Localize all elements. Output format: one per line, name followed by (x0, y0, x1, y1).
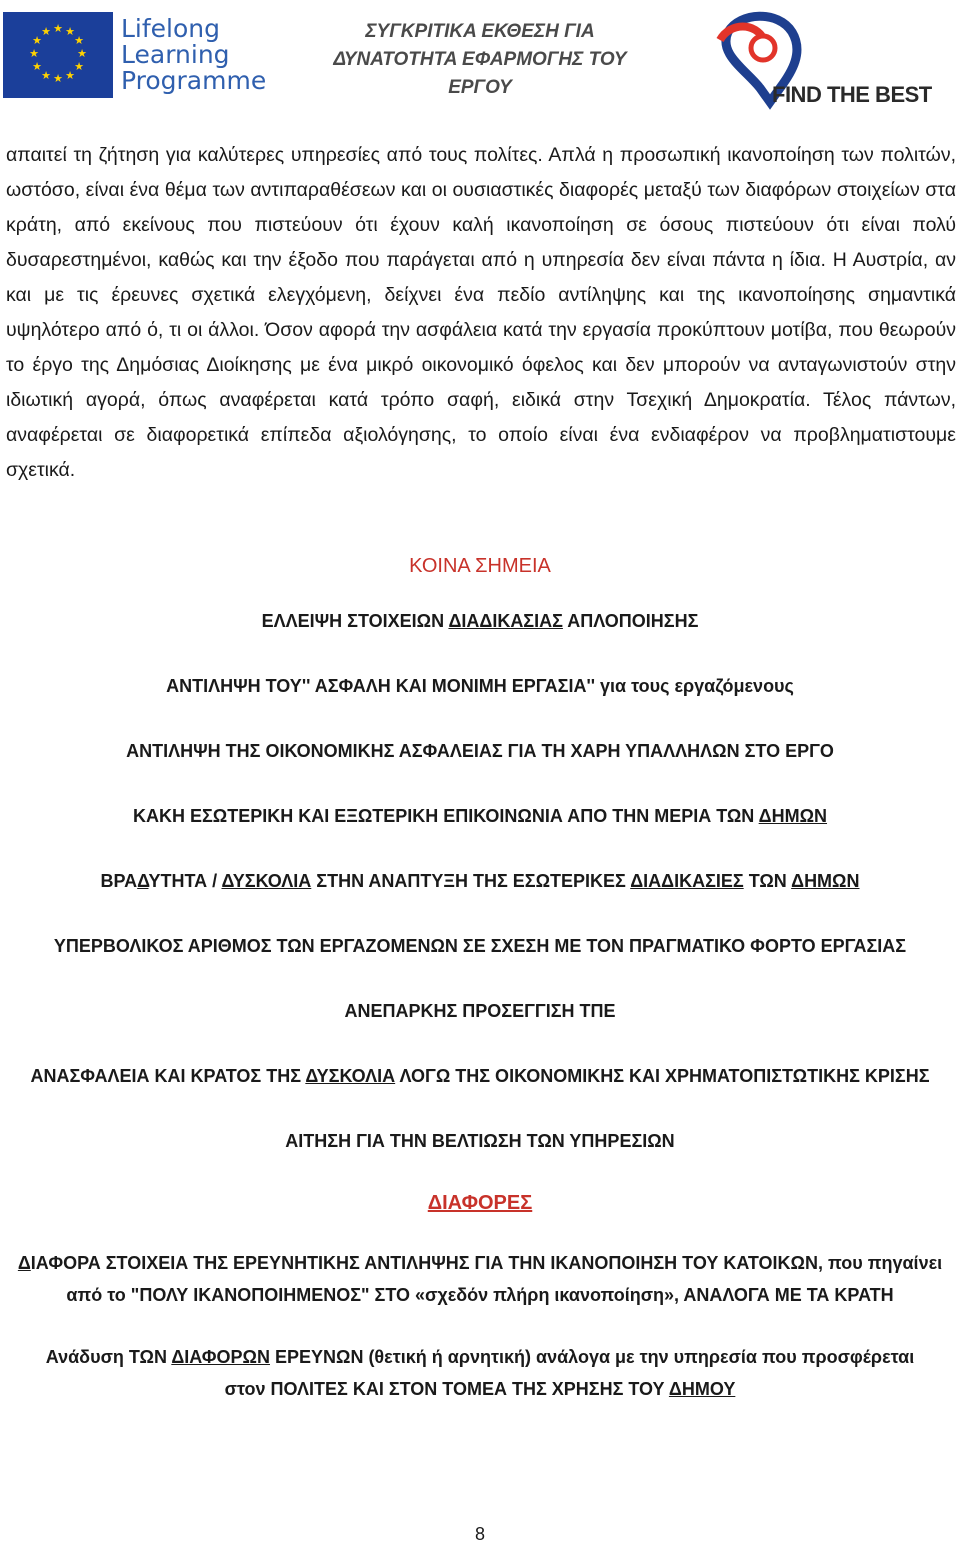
common-point-item (0, 865, 960, 897)
programme-name-line2: Learning (121, 40, 230, 69)
find-the-best-logo (700, 10, 940, 110)
programme-name (121, 16, 266, 94)
item-text: Ανάδυση ΤΩΝ (45, 1347, 172, 1367)
common-point-item: ΥΠΕΡΒΟΛΙΚΟΣ ΑΡΙΘΜΟΣ ΤΩΝ ΕΡΓΑΖΟΜΕΝΩΝ ΣΕ ΣΧΕΣΗ ΜΕ ΤΟΝ ΠΡΑΓΜΑΤΙΚΟ ΦΟΡΤΟ ΕΡΓΑΣΙΑΣ (53, 936, 907, 956)
item-text-underlined: ΔΗΜΟΥ (668, 1379, 736, 1399)
item-text-underlined: ΔΗΜΩΝ (791, 871, 860, 891)
item-text: ΥΤΗΤΑ / (148, 871, 222, 891)
item-text: ΣΤΗΝ ΑΝΑΠΤΥΞΗ ΤΗΣ ΕΣΩΤΕΡΙΚΕΣ (311, 871, 631, 891)
item-text: ΕΡΕΥΝΩΝ (θετική ή αρνητική) ανάλογα με την υπηρεσία που προσφέρεται στον ΠΟΛΙΤΕΣ ΚΑΙ ΣΤΟΝ ΤΟΜΕΑ ΤΗΣ ΧΡΗΣΗΣ ΤΟΥ (224, 1347, 915, 1399)
item-text: ΛΟΓΩ ΤΗΣ ΟΙΚΟΝΟΜΙΚΗΣ ΚΑΙ ΧΡΗΜΑΤΟΠΙΣΤΩΤΙΚΗΣ ΚΡΙΣΗΣ (395, 1066, 930, 1086)
item-text-underlined: Δ (137, 871, 149, 891)
item-text-underlined: ΔΥΣΚΟΛΙΑ (305, 1066, 396, 1086)
common-point-item: ΑΝΤΙΛΗΨΗ ΤΗΣ ΟΙΚΟΝΟΜΙΚΗΣ ΑΣΦΑΛΕΙΑΣ ΓΙΑ ΤΗ ΧΑΡΗ ΥΠΑΛΛΗΛΩΝ ΣΤΟ ΕΡΓΟ (126, 741, 834, 761)
item-text-underlined: ΔΙΑΔΙΚΑΣΙΕΣ (630, 871, 744, 891)
svg-text:★: ★ (65, 25, 75, 38)
item-text: ΑΠΛΟΠΟΙΗΣΗΣ (562, 611, 699, 631)
body-paragraph: απαιτεί τη ζήτηση για καλύτερες υπηρεσίες από τους πολίτες. Απλά η προσωπική ικανοποίηση των πολιτών, ωστόσο, είναι ένα θέμα των αντιπαραθέσεων και οι ουσιαστικές διαφορές μεταξύ των διαφόρων στοιχείων στα κράτη, από εκείνους που πιστεύουν ότι έχουν καλή ικανοποίηση σε όσους πιστεύουν ότι είναι πολύ δυσαρεστημένοι, καθώς και την έξοδο που παράγεται από η υπηρεσία δεν είναι πάντα η ίδια. Η Αυστρία, αν και με τις έρευνες σχετικά ελεγχόμενη, δείχνει ένα πεδίο αντίληψης και της ικανοποίησης σημαντικά υψηλότερο από ό, τι οι άλλοι. Όσον αφορά την ασφάλεια κατά την εργασία προκύπτουν μοτίβα, που θεωρούν το έργο της Δημόσιας Διοίκησης με ένα μικρό οικονομικό όφελος και δεν μπορούν να ανταγωνιστούν στην ιδιωτική αγορά, όπως αναφέρεται κατά τρόπο σαφή, ειδικά στην Τσεχική Δημοκρατία. Τέλος πάντων, αναφέρεται σε διαφορετικά επίπεδα αξιολόγησης, το οποίο είναι ένα ενδιαφέρον να προβληματιστουμε σχετικά. (6, 144, 956, 481)
common-point-item (20, 1060, 940, 1092)
item-text: ΤΩΝ (743, 871, 792, 891)
common-points-heading: ΚΟΙΝΑ ΣΗΜΕΙΑ (409, 555, 551, 577)
document-title-line1: ΣΥΓΚΡΙΤΙΚΑ ΕΚΘΕΣΗ ΓΙΑ (365, 21, 595, 42)
svg-text:★: ★ (41, 69, 51, 82)
common-point-item (0, 605, 960, 637)
svg-text:★: ★ (74, 34, 84, 47)
eu-flag-icon (3, 12, 113, 98)
item-text: ΚΑΚΗ ΕΣΩΤΕΡΙΚΗ ΚΑΙ ΕΞΩΤΕΡΙΚΗ ΕΠΙΚΟΙΝΩΝΙΑ ΑΠΟ ΤΗΝ ΜΕΡΙΑ ΤΩΝ (132, 806, 759, 826)
svg-text:★: ★ (32, 34, 42, 47)
svg-text:★: ★ (41, 25, 51, 38)
summary-lists (0, 540, 960, 1405)
programme-name-line1: Lifelong (121, 14, 221, 43)
page-header (0, 0, 960, 120)
item-text-underlined: Δ (17, 1253, 31, 1273)
lifelong-learning-programme-logo (3, 12, 267, 98)
document-title-line2: ΔΥΝΑΤΟΤΗΤΑ ΕΦΑΡΜΟΓΗΣ ΤΟΥ (333, 49, 627, 70)
item-text-underlined: ΔΗΜΩΝ (758, 806, 828, 826)
common-point-item: ΑΙΤΗΣΗ ΓΙΑ ΤΗΝ ΒΕΛΤΙΩΣΗ ΤΩΝ ΥΠΗΡΕΣΙΩΝ (285, 1131, 675, 1151)
page-number: 8 (474, 1524, 485, 1544)
svg-text:★: ★ (77, 47, 87, 60)
svg-text:★: ★ (74, 60, 84, 73)
item-text-underlined: ΔΥΣΚΟΛΙΑ (221, 871, 312, 891)
svg-text:★: ★ (53, 22, 63, 35)
document-title-line3: ΕΡΓΟΥ (448, 77, 512, 98)
common-point-item (0, 800, 960, 832)
programme-name-line3: Programme (121, 66, 267, 95)
difference-item (10, 1247, 950, 1311)
differences-heading: ΔΙΑΦΟΡΕΣ (427, 1192, 533, 1214)
svg-text:★: ★ (29, 47, 39, 60)
item-text: ΑΝΑΣΦΑΛΕΙΑ ΚΑΙ ΚΡΑΤΟΣ ΤΗΣ (30, 1066, 306, 1086)
find-the-best-text: FIND THE BEST (772, 82, 932, 107)
common-point-item: ΑΝΕΠΑΡΚΗΣ ΠΡΟΣΕΓΓΙΣΗ ΤΠΕ (344, 1001, 616, 1021)
item-text-underlined: ΔΙΑΔΙΚΑΣΙΑΣ (448, 611, 563, 631)
item-text: ΙΑΦΟΡΑ ΣΤΟΙΧΕΙΑ ΤΗΣ ΕΡΕΥΝΗΤΙΚΗΣ ΑΝΤΙΛΗΨΗΣ ΓΙΑ ΤΗΝ ΙΚΑΝΟΠΟΙΗΣΗ ΤΟΥ ΚΑΤΟΙΚΩΝ, που πηγαίνει από το "ΠΟΛΥ ΙΚΑΝΟΠΟΙΗΜΕΝΟΣ" ΣΤΟ «σχεδόν πλήρη ικανοποίηση», ΑΝΑΛΟΓΑ ΜΕ ΤΑ ΚΡΑΤΗ (30, 1253, 943, 1305)
item-text-underlined: ΔΙΑΦΟΡΩΝ (171, 1347, 270, 1367)
svg-text:★: ★ (65, 69, 75, 82)
svg-text:★: ★ (32, 60, 42, 73)
item-text: ΒΡΑ (100, 871, 138, 891)
common-point-item: ΑΝΤΙΛΗΨΗ ΤΟΥ'' ΑΣΦΑΛΗ ΚΑΙ ΜΟΝΙΜΗ ΕΡΓΑΣΙΑ'' για τους εργαζόμενους (166, 676, 794, 696)
item-text: ΕΛΛΕΙΨΗ ΣΤΟΙΧΕΙΩΝ (261, 611, 449, 631)
svg-text:★: ★ (53, 72, 63, 85)
difference-item (40, 1341, 920, 1405)
document-title (300, 18, 660, 102)
